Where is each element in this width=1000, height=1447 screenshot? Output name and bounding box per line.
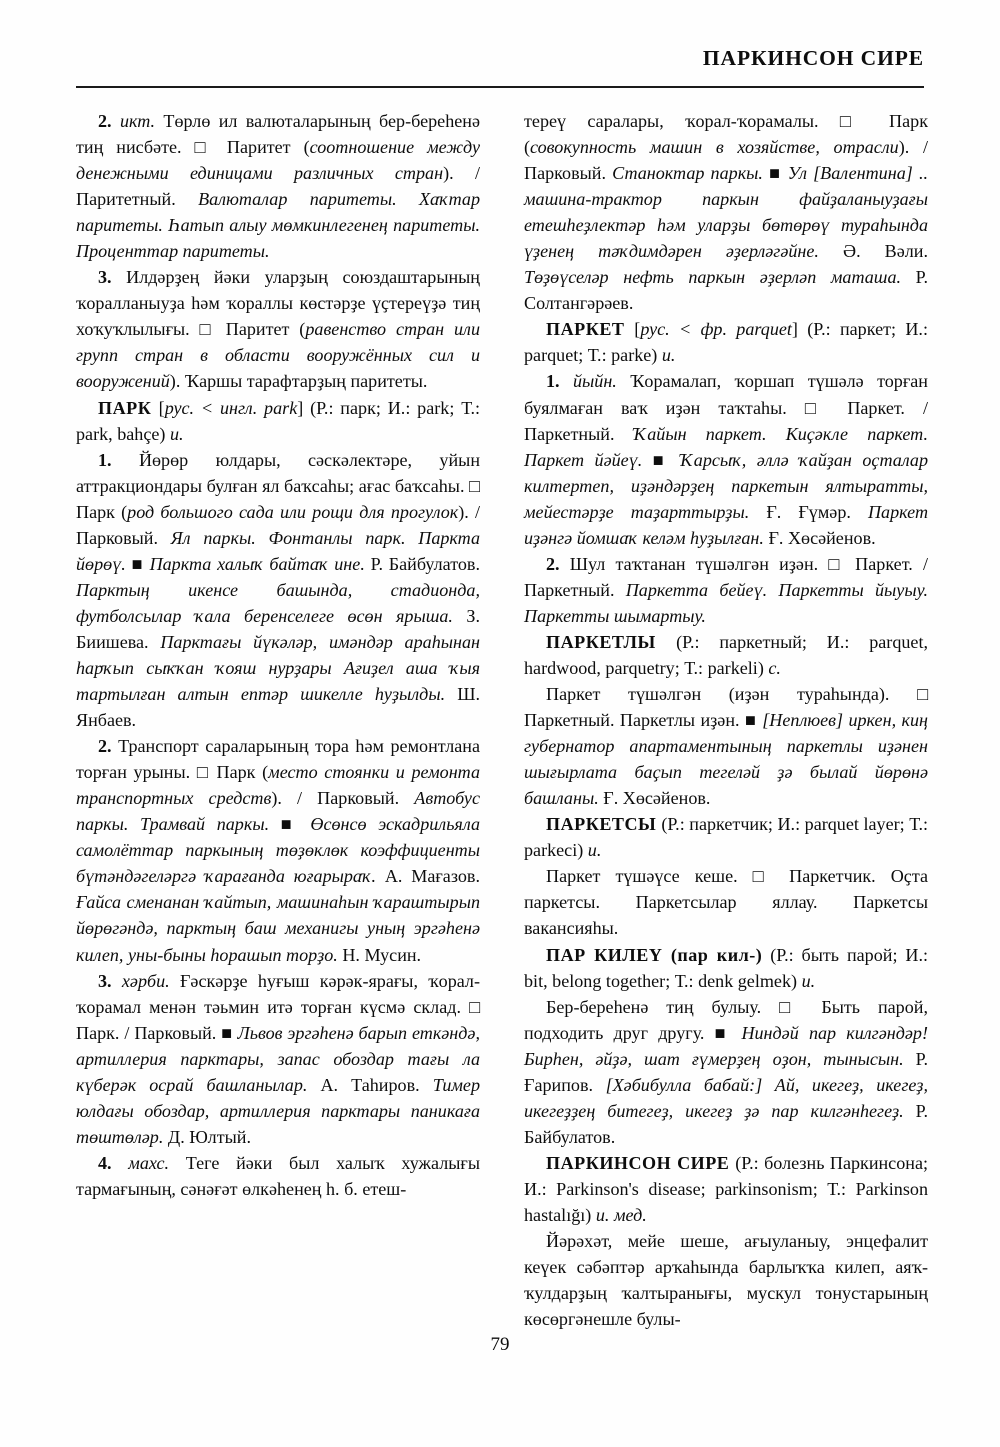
entry-sense-continued: тереү саралары, ҡорал-ҡорамалы. □ Парк (совокупность машин в хозяйстве, отрасли). / Парковый. Станоктар паркы. ■ Ул [Валентина] .. машина-трактор паркын файҙаланыуҙағы етешһеҙлектәр һәм уларҙы бөтөрөү тураһында үҙенең тәҡдимдәрен әҙерләгәйне. Ә. Вәли. Төҙөүселәр нефть паркын әҙерләп маташа. Р. Солтангәрәев. (524, 111, 928, 314)
entry-headword: ПАР КИЛЕҮ (пар кил-) (Р.: быть парой; И.: bit, belong together; Т.: denk gelmek) и. (524, 944, 928, 991)
entry-body: Паркет түшәүсе кеше. □ Паркетчик. Оҫта паркетсы. Паркетсылар яллау. Паркетсы вакансияһы. (524, 866, 928, 939)
text-columns (76, 108, 929, 1330)
entry-headword: ПАРКИНСОН СИРЕ (Р.: болезнь Паркинсона; И.: Parkinson's disease; parkinsonism; Т.: Parkinson hastalığı) и. мед. (524, 1152, 928, 1225)
left-column (76, 108, 480, 1298)
entry-body: Бер-береһенә тиң булыу. □ Быть парой, подходить друг другу. ■ Ниндәй пар килгәндәр! Бирһен, әйҙә, шат ғүмерҙең оҙон, тынысын. Р. Ғарипов. [Хәбибулла бабай:] Ай, икегеҙ, икегеҙ, икегеҙҙең битегеҙ, икегеҙ ҙә пар килгәнһегеҙ. Р. Байбулатов. (524, 996, 929, 1147)
entry-headword: ПАРКЕТЛЫ (Р.: паркетный; И.: parquet, hardwood, parquetry; Т.: parkeli) с. (524, 631, 928, 678)
entry-sense: 3. хәрби. Ғәскәрҙе һуғыш кәрәк-ярағы, ҡорал-ҡорамал менән тәьмин итә торған күсмә склад. □ Парк. / Парковый. ■ Львов эргәһенә барып еткәндә, артиллерия парктары, запас обоздар тағы ла күберәк осрай башланылар. А. Таһиров. Тимер юлдағы обоздар, артиллерия парктары паникаға төштөләр. Д. Юлтый. (76, 970, 480, 1147)
entry-headword: ПАРК [рус. < ингл. park] (Р.: парк; И.: park; Т.: park, bahçe) и. (76, 397, 480, 444)
entry-body: Йәрәхәт, мейе шеше, ағыуланыу, энцефалит кеүек сәбәптәр арҡаһында барлыҡҡа килеп, аяҡ-ҡулдарҙың ҡалтыранығы, мускул тонустарының көсөргәнешле булы- (524, 1231, 928, 1330)
entry-sense: 1. йыйн. Ҡорамалап, ҡоршап түшәлә торған буялмаған ваҡ иҙән таҡтаһы. □ Паркет. / Паркетный. Ҡайын паркет. Киҫәкле паркет. Паркет йәйеү. ■ Ҡарсыҡ, әллә ҡайҙан оҫталар килтертеп, иҙәндәрҙең паркетын ялтыратты, мейестәрҙе таҙарттырҙы. Ғ. Ғүмәр. Паркет иҙәнгә йомшаҡ келәм һуҙылған. Ғ. Хөсәйенов. (524, 371, 929, 548)
entry-body: Паркет түшәлгән (иҙән тураһында). □ Паркетный. Паркетлы иҙән. ■ [Неплюев] иркен, киң губернатор апартаментының паркетлы иҙәнен шығырлата баҫып тегеләй ҙә былай йөрөнә башланы. Ғ. Хөсәйенов. (524, 684, 929, 809)
header-rule (76, 86, 924, 88)
entry-headword: ПАРКЕТСЫ (Р.: паркетчик; И.: parquet layer; Т.: parkeci) и. (524, 814, 928, 861)
entry-sense: 4. махс. Теге йәки был халыҡ хужалығы тармағының, сәнәғәт өлкәһенең һ. б. етеш- (76, 1152, 480, 1199)
entry-sense: 2. икт. Төрлө ил валюталарының бер-береһенә тиң нисбәте. □ Паритет (соотношение между денежными единицами различных стран). / Паритетный. Валюталар паритеты. Хаҡтар паритеты. Һатып алыу мөмкинлегенең паритеты. Проценттар паритеты. (76, 111, 481, 262)
entry-headword: ПАРКЕТ [рус. < фр. parquet] (Р.: паркет; И.: parquet; Т.: parke) и. (524, 319, 928, 366)
entry-sense: 2. Шул таҡтанан түшәлгән иҙән. □ Паркет. / Паркетный. Паркетта бейеү. Паркетты йыуыу. Паркетты шымартыу. (524, 553, 928, 626)
entry-sense: 1. Йөрөр юлдары, сәскәлектәре, уйын аттракциондары булған ял баҡсаһы; ағас баҡсаһы. □ Парк (род большого сада или рощи для прогулок). / Парковый. Ял паркы. Фонтанлы парк. Паркта йөрөү. ■ Паркта халыҡ байтаҡ ине. Р. Байбулатов. Парктың икенсе башында, стадионда, футболсылар ҡала беренселеге өсөн ярыша. З. Биишева. Парктағы йүкәләр, имәндәр араһынан һарҡып сыҡҡан ҡояш нурҙары Ағиҙел аша ҡыя тартылған алтын ептәр шикелле һуҙылды. Ш. Янбаев. (76, 449, 481, 731)
right-column (524, 108, 929, 1330)
entry-sense: 2. Транспорт сараларының тора һәм ремонтлана торған урыны. □ Парк (место стоянки и ремонта транспортных средств). / Парковый. Автобус паркы. Трамвай паркы. ■ Өсөнсө эскадрильяла самолёттар паркының төҙөклөк коэффициенты бүтәндәгеләргә ҡарағанда юғарыраҡ. А. Мағазов. Ғайса сменанан ҡайтып, машинаһын ҡараштырып йөрөгәндә, парктың баш механигы уның эргәһенә килеп, уны-быны һорашып торҙо. Н. Мусин. (76, 736, 481, 965)
page-number: 79 (490, 1334, 510, 1355)
entry-sense: 3. Илдәрҙең йәки уларҙың союздаштарының ҡоралланыуҙа һәм ҡораллы көстәрҙе үҫтереүҙә тиң хоҡуҡлылығы. □ Паритет (равенство стран или групп стран в области вооружённых сил и вооружений). Ҡаршы тарафтарҙың паритеты. (76, 267, 480, 392)
running-head: ПАРКИНСОН СИРЕ (702, 46, 924, 70)
